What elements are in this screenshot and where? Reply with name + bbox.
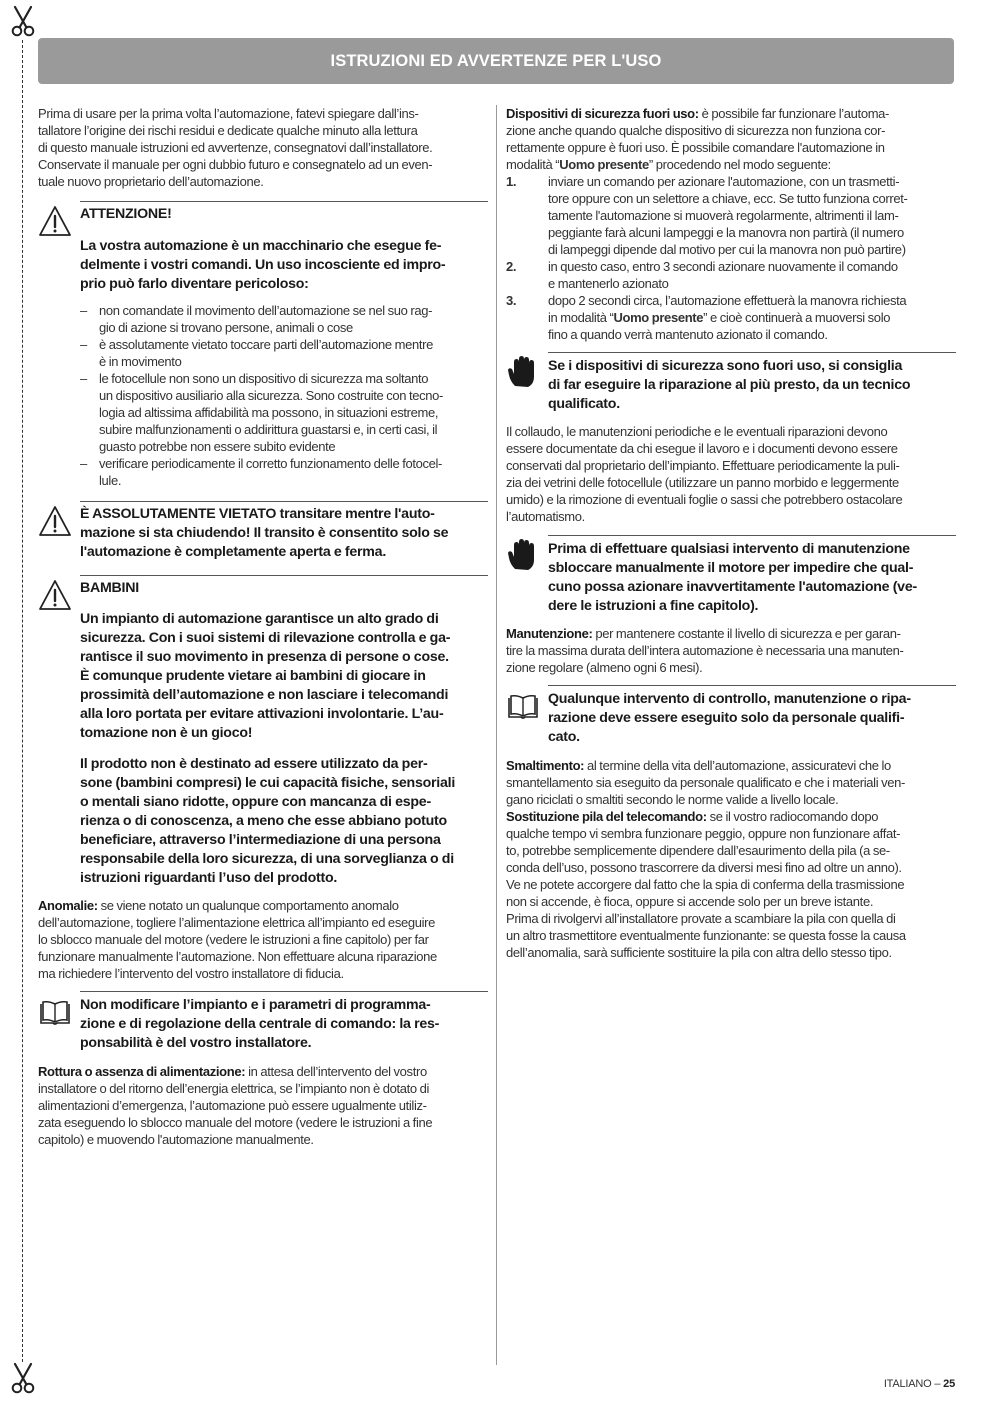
qualunque-block bbox=[506, 686, 956, 747]
bambini-block bbox=[38, 576, 488, 888]
list-item: 1. inviare un comando per azionare l'automazione, con un trasmetti- tore oppure con un selettore a chiave, ecc. Se tutto funziona corret- tamente l'automazione si muoverà regolarmente, altrimenti il lam- peggiante farà alcuni lampeggi e la manovra non partirà (il numero di lampeggi dipende dal motivo per cui la manovra non può partire) bbox=[506, 174, 908, 257]
sostituzione-label: Sostituzione pila del telecomando: bbox=[506, 809, 707, 824]
column-divider bbox=[496, 105, 497, 1365]
dispositivi-label: Dispositivi di sicurezza fuori uso: bbox=[506, 106, 699, 121]
bambini-heading: BAMBINI bbox=[80, 580, 139, 596]
footer-language: ITALIANO – bbox=[883, 1378, 941, 1390]
non-modificare-block bbox=[38, 992, 488, 1053]
hand-block-2 bbox=[506, 536, 956, 616]
page-title: ISTRUZIONI ED AVVERTENZE PER L'USO bbox=[38, 38, 954, 84]
step-number: 3. bbox=[506, 293, 517, 308]
smaltimento-paragraph: Smaltimento: al termine della vita dell’automazione, assicuratevi che lo smantellamento sia eseguito da personale qualificato e che i materiali ven- gano riciclati o smaltiti secondo le norme valide a livello locale. bbox=[506, 758, 905, 807]
list-item: 3. dopo 2 secondi circa, l’automazione effettuerà la manovra richiesta in modalità “Uomo presente” e cioè continuerà a muoversi solo fino a quando verrà mantenuto azionato il comando. bbox=[506, 293, 907, 342]
attenzione-list bbox=[80, 302, 488, 489]
list-item: – le fotocellule non sono un dispositivo di sicurezza ma soltanto un dispositivo ausiliario alla sicurezza. Sono costruite con tecno- logia ad altissima affidabilità ma possono, in situazioni estreme, subire malfunzionamenti o addirittura guastarsi e, in certi casi, il guasto potrebbe non essere subito evidente bbox=[80, 371, 444, 454]
attenzione-bold: La vostra automazione è un macchinario che esegue fe- delmente i vostri comandi. Un uso incosciente ed impro- prio può farlo diventare pericoloso: bbox=[80, 238, 446, 292]
dispositivi-paragraph: Dispositivi di sicurezza fuori uso: è possibile far funzionare l’automa- zione anche quando qualche dispositivo di sicurezza non funziona cor- rettamente oppure è fuori uso. È possibile comandare l'automazione in modalità “Uomo presente” procedendo nel modo seguente: bbox=[506, 106, 890, 172]
warning-triangle-icon bbox=[38, 504, 72, 538]
open-book-icon bbox=[506, 690, 540, 724]
open-book-icon bbox=[38, 996, 72, 1030]
steps-list bbox=[506, 173, 956, 343]
collaudo-paragraph: Il collaudo, le manutenzioni periodiche e le eventuali riparazioni devono essere documentate da chi esegue il lavoro e i documenti devono essere conservati dal proprietario dell’impianto. Effettuare periodicamente la puli- zia dei vetrini delle fotocellule (utilizzare un panno morbido e leggermente umido) e la rimozione di eventuali foglie o sassi che potrebbero ostacolare l’automatismo. bbox=[506, 424, 903, 524]
vietato-block bbox=[38, 502, 488, 562]
manutenzione-label: Manutenzione: bbox=[506, 626, 593, 641]
list-item: – è assolutamente vietato toccare parti dell’automazione mentre è in movimento bbox=[80, 337, 433, 369]
intro-paragraph: Prima di usare per la prima volta l’automazione, fatevi spiegare dall’ins- tallatore l’origine dei rischi residui e dedicate qualche minuto alla lettura di questo manuale istruzioni ed avvertenze, consegnatovi dall’installatore. Conservate il manuale per ogni dubbio futuro e consegnatelo ad un even- tuale nuovo proprietario dell’automazione. bbox=[38, 106, 433, 189]
non-modificare-text: Non modificare l’impianto e i parametri di programma- zione e di regolazione della centrale di comando: la res- ponsabilità è del vostro installatore. bbox=[80, 997, 440, 1051]
scissors-icon bbox=[6, 4, 40, 38]
cut-line bbox=[22, 40, 23, 1362]
warning-triangle-icon bbox=[38, 578, 72, 612]
anomalie-paragraph: Anomalie: se viene notato un qualunque comportamento anomalo dell’automazione, togliere l’alimentazione elettrica all’impianto ed eseguire lo sblocco manuale del motore (vedere le istruzioni a fine capitolo) per far funzionare manualmente l’automazione. Non effettuare alcuna riparazione ma richiedere l’intervento del vostro installatore di fiducia. bbox=[38, 898, 437, 981]
hand-warning-text: Se i dispositivi di sicurezza sono fuori uso, si consiglia di far eseguire la riparazione al più presto, da un tecnico qualificato. bbox=[548, 358, 911, 412]
hand-stop-icon bbox=[506, 538, 540, 572]
hand-warning-text: Prima di effettuare qualsiasi intervento di manutenzione sbloccare manualmente il motore per impedire che qual- cuno possa azionare inavvertitamente l'automazione (ve- dere le istruzioni a fine capitolo). bbox=[548, 541, 917, 614]
step-number: 2. bbox=[506, 259, 517, 274]
sostituzione-paragraph: Sostituzione pila del telecomando: se il vostro radiocomando dopo qualche tempo vi sembra funzionare peggio, oppure non funzionare affat- to, potrebbe semplicemente dipendere dall’esaurimento della pila (a se- conda dell’uso, possono trascorrere da diversi mesi fino ad oltre un anno). Ve ne potete accorgere dal fatto che la spia di conferma della trasmissione non si accende, è fioca, oppure si accende solo per un breve istante. Prima di rivolgervi all’installatore provate a scambiare la pila con quella di un altro trasmettitore eventualmente funzionante: se questa fosse la causa dell’anomalia, sarà sufficiente sostituire la pila con altra dello stesso tipo. bbox=[506, 809, 906, 960]
warning-triangle-icon bbox=[38, 204, 72, 238]
manutenzione-paragraph: Manutenzione: per mantenere costante il livello di sicurezza e per garan- tire la massima durata dell’intera automazione è necessaria una manuten- zione regolare (almeno ogni 6 mesi). bbox=[506, 626, 904, 675]
vietato-text: È ASSOLUTAMENTE VIETATO transitare mentre l'auto- mazione si sta chiudendo! Il transito è consentito solo se l'automazione è completamente aperta e ferma. bbox=[80, 506, 449, 560]
right-column bbox=[506, 105, 956, 1375]
rottura-label: Rottura o assenza di alimentazione: bbox=[38, 1064, 246, 1079]
hand-block-1 bbox=[506, 353, 956, 414]
left-column bbox=[38, 105, 488, 1375]
step-number: 1. bbox=[506, 174, 517, 189]
scissors-icon bbox=[6, 1362, 40, 1396]
page-number: 25 bbox=[943, 1378, 955, 1390]
bambini-paragraph: Un impianto di automazione garantisce un alto grado di sicurezza. Con i suoi sistemi di rilevazione controlla e ga- rantisce il suo movimento in presenza di persone o cose. È comunque prudente vietare ai bambini di giocare in prossimità dell’automazione e non lasciare i telecomandi alla loro portata per evitare attivazioni involontarie. L’au- tomazione non è un gioco! bbox=[80, 611, 451, 741]
list-item: – non comandate il movimento dell’automazione se nel suo rag- gio di azione si trovano persone, animali o cose bbox=[80, 303, 433, 335]
smaltimento-label: Smaltimento: bbox=[506, 758, 585, 773]
bambini-paragraph-2: Il prodotto non è destinato ad essere utilizzato da per- sone (bambini compresi) le cui capacità fisiche, sensoriali o mentali siano ridotte, oppure con mancanza di espe- rienza o di conoscenza, a meno che esse abbiano potuto beneficiare, attraverso l’intermediazione di una persona responsabile della loro sicurezza, di una sorveglianza o di istruzioni riguardanti l’uso del prodotto. bbox=[80, 756, 456, 886]
hand-stop-icon bbox=[506, 355, 540, 389]
list-item: 2. in questo caso, entro 3 secondi azionare nuovamente il comando e mantenerlo azionato bbox=[506, 259, 898, 291]
qualunque-text: Qualunque intervento di controllo, manutenzione o ripa- razione deve essere eseguito solo da personale qualifi- cato. bbox=[548, 691, 911, 745]
attenzione-heading: ATTENZIONE! bbox=[80, 206, 172, 222]
anomalie-label: Anomalie: bbox=[38, 898, 98, 913]
rottura-paragraph: Rottura o assenza di alimentazione: in attesa dell’intervento del vostro installatore o del ritorno dell’energia elettrica, se l’impianto non è dotato di alimentazioni d’emergenza, l’automazione può essere ugualmente utiliz- zata eseguendo lo sblocco manuale del motore (vedere le istruzioni a fine capitolo) e muovendo l'automazione manualmente. bbox=[38, 1064, 433, 1147]
attenzione-block bbox=[38, 202, 488, 489]
page-footer bbox=[884, 1378, 955, 1390]
list-item: – verificare periodicamente il corretto funzionamento delle fotocel- lule. bbox=[80, 456, 443, 488]
